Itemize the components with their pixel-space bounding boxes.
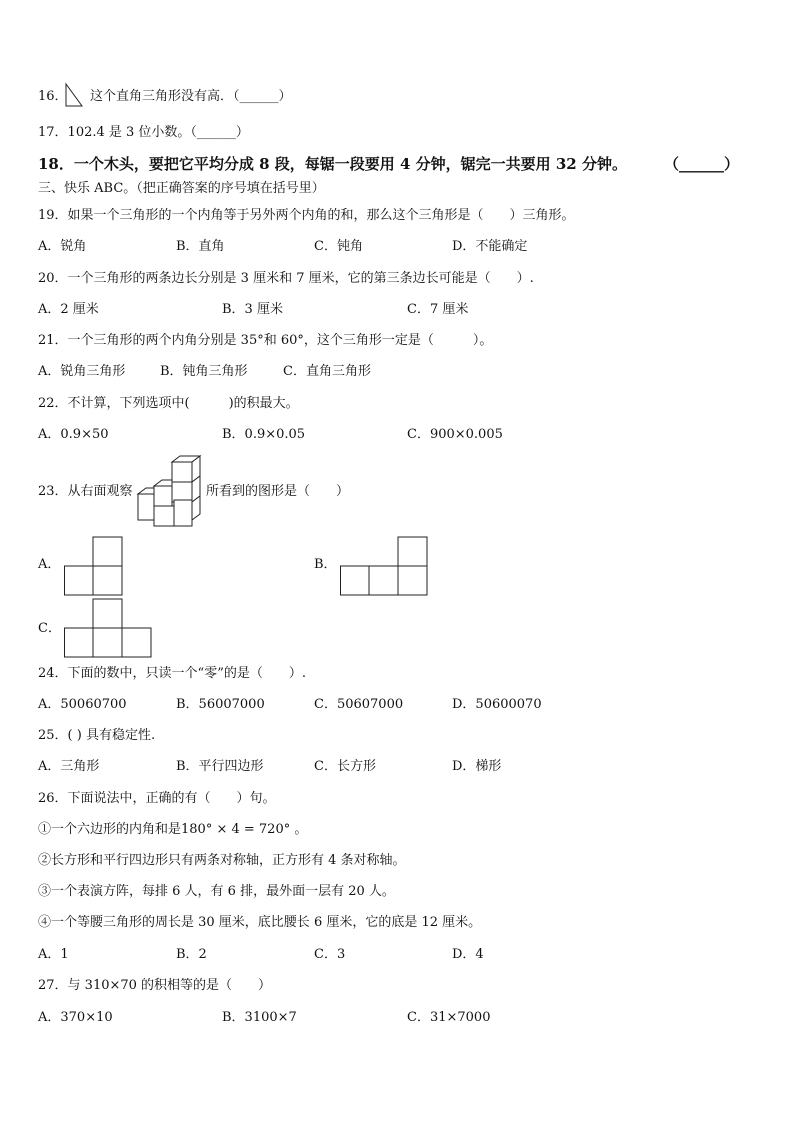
cube-stack-figure — [136, 454, 208, 530]
q16-number: 16． — [38, 89, 68, 104]
q25-text: 25．( ) 具有稳定性. — [38, 728, 156, 743]
section-header: 三、快乐 ABC。（把正确答案的序号填在括号里） — [38, 181, 325, 196]
q24-option-c: C．50607000 — [314, 697, 404, 712]
q27-option-b: B．3100×7 — [222, 1010, 297, 1025]
q23-option-a-figure — [64, 536, 126, 596]
q25-option-b: B．平行四边形 — [176, 759, 264, 774]
q17-text: 17．102.4 是 3 位小数。（______） — [38, 125, 249, 140]
q26-option-c: C．3 — [314, 947, 346, 962]
q25-option-a: A．三角形 — [38, 759, 100, 774]
q27-option-c: C．31×7000 — [407, 1010, 491, 1025]
q19-text: 19．如果一个三角形的一个内角等于另外两个内角的和，那么这个三角形是（ ）三角形。 — [38, 208, 575, 223]
q21-text: 21．一个三角形的两个内角分别是 35°和 60°，这个三角形一定是（ ）。 — [38, 333, 493, 348]
q23-text-before: 23．从右面观察 — [38, 484, 133, 499]
q22-text: 22．不计算，下列选项中( )的积最大。 — [38, 396, 299, 411]
q26-option-a: A．1 — [38, 947, 69, 962]
q20-option-a: A．2 厘米 — [38, 302, 99, 317]
right-triangle-icon — [64, 82, 84, 108]
q23-option-c-figure — [64, 598, 154, 658]
q24-option-a: A．50060700 — [38, 697, 127, 712]
q22-option-c: C．900×0.005 — [407, 427, 503, 442]
q21-option-b: B．钝角三角形 — [160, 364, 248, 379]
q26-option-d: D．4 — [452, 947, 484, 962]
q19-option-c: C．钝角 — [314, 239, 363, 254]
q19-option-d: D．不能确定 — [452, 239, 528, 254]
q24-option-b: B．56007000 — [176, 697, 265, 712]
q19-option-b: B．直角 — [176, 239, 225, 254]
q24-text: 24．下面的数中，只读一个“零”的是（ ）. — [38, 666, 306, 681]
q26-text: 26．下面说法中，正确的有（ ）句。 — [38, 791, 276, 806]
q19-option-a: A．锐角 — [38, 239, 87, 254]
q23-option-b-figure — [340, 536, 430, 596]
q27-option-a: A．370×10 — [38, 1010, 113, 1025]
q16-text: 这个直角三角形没有高．（______） — [90, 89, 292, 104]
q26-statement-1: ①一个六边形的内角和是180° × 4 = 720° 。 — [38, 822, 308, 837]
q24-option-d: D．50600070 — [452, 697, 542, 712]
q27-text: 27．与 310×70 的积相等的是（ ） — [38, 978, 272, 993]
q23-option-b-label: B． — [314, 557, 337, 572]
q23-option-a-label: A． — [38, 557, 61, 572]
q22-option-a: A．0.9×50 — [38, 427, 109, 442]
q26-statement-2: ②长方形和平行四边形只有两条对称轴，正方形有 4 条对称轴。 — [38, 853, 406, 868]
q25-option-c: C．长方形 — [314, 759, 376, 774]
q18-text: 18．一个木头，要把它平均分成 8 段，每锯一段要用 4 分钟，锯完一共要用 32 分钟。 — [38, 155, 627, 173]
q23-option-c-label: C． — [38, 621, 61, 636]
q25-option-d: D．梯形 — [452, 759, 502, 774]
q26-statement-3: ③一个表演方阵，每排 6 人，有 6 排，最外面一层有 20 人。 — [38, 884, 395, 899]
q22-option-b: B．0.9×0.05 — [222, 427, 306, 442]
q18-blank: （______） — [664, 155, 740, 173]
q21-option-c: C．直角三角形 — [283, 364, 371, 379]
q23-text-after: 所看到的图形是（ ） — [206, 484, 350, 499]
q26-statement-4: ④一个等腰三角形的周长是 30 厘米，底比腰长 6 厘米，它的底是 12 厘米。 — [38, 915, 482, 930]
q20-option-c: C．7 厘米 — [407, 302, 469, 317]
q26-option-b: B．2 — [176, 947, 207, 962]
q21-option-a: A．锐角三角形 — [38, 364, 126, 379]
q20-option-b: B．3 厘米 — [222, 302, 283, 317]
q20-text: 20．一个三角形的两条边长分别是 3 厘米和 7 厘米，它的第三条边长可能是（ ）. — [38, 271, 534, 286]
